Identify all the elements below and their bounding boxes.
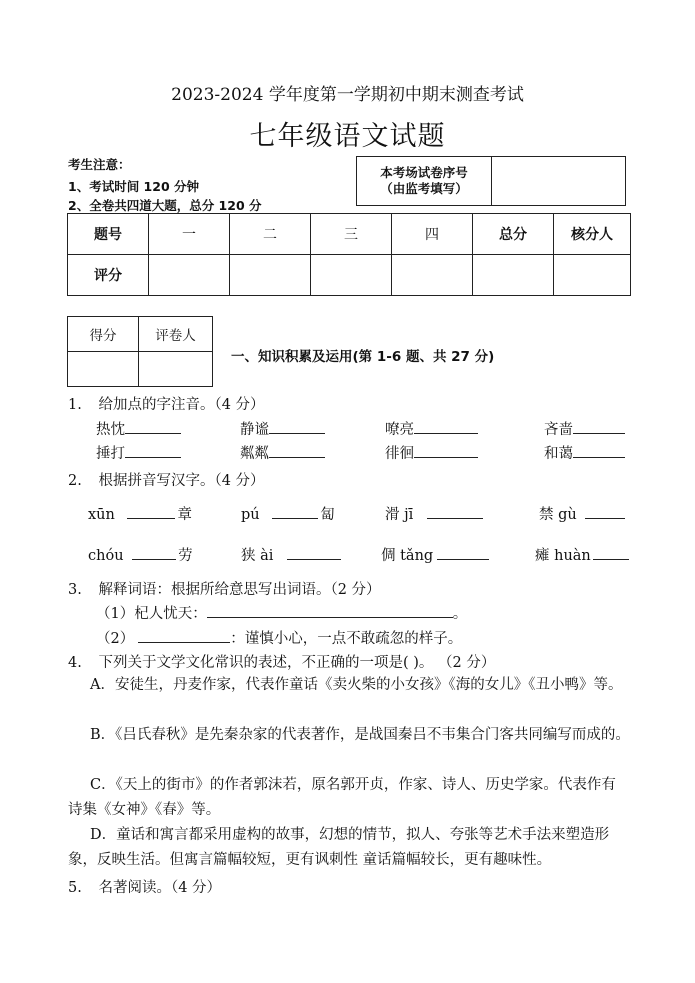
q1-item (385, 418, 478, 439)
score-header-cell: 二 (230, 214, 311, 255)
q1-word: 徘徊 (385, 446, 414, 462)
q2-pinyin: xūn (88, 507, 115, 523)
answer-blank[interactable] (272, 504, 318, 519)
answer-blank[interactable] (427, 504, 483, 519)
answer-blank[interactable] (207, 603, 453, 618)
answer-blank[interactable] (585, 504, 625, 519)
q2-pinyin: 禁 gù (539, 507, 577, 523)
answer-blank[interactable] (593, 545, 629, 560)
q2-item (385, 503, 483, 524)
score-header-cell: 核分人 (554, 214, 631, 255)
question-5 (68, 876, 221, 897)
answer-blank[interactable] (573, 419, 625, 434)
score-cell[interactable] (149, 255, 230, 296)
score-cell[interactable] (230, 255, 311, 296)
q2-pinyin: pú (241, 507, 260, 523)
notice-heading: 考生注意： (68, 157, 131, 172)
score-cell[interactable] (392, 255, 473, 296)
q3-item-2 (96, 627, 462, 648)
q3-item-end: 。 (452, 606, 468, 622)
q2-item (88, 503, 192, 524)
question-1 (68, 393, 265, 414)
q1-word: 热忱 (96, 422, 125, 438)
exam-header: 2023-2024 学年度第一学期初中期末测查考试 (171, 85, 524, 105)
answer-blank[interactable] (125, 419, 181, 434)
question-number: 4. (68, 655, 82, 671)
answer-blank[interactable] (127, 504, 175, 519)
q4-option-b[interactable]: B．《吕氏春秋》是先秦杂家的代表著作，是战国秦吕不韦集合门客共同编写而成的。 (90, 727, 630, 743)
score-cell[interactable] (473, 255, 554, 296)
serial-label-line1: 本考场试卷序号 (380, 165, 468, 180)
answer-blank[interactable] (125, 443, 181, 458)
grader-name-label: 评卷人 (139, 317, 213, 352)
q2-pinyin: 倜 tǎng (381, 548, 434, 564)
q2-char: 章 (177, 507, 192, 523)
q2-pinyin: 瘫 huàn (535, 548, 591, 564)
q4-option-c[interactable]: C．《天上的街市》的作者郭沫若，原名郭开贞，作家、诗人、历史学家。代表作有诗集《女神》《春》等。 (68, 777, 616, 818)
grader-box (67, 316, 213, 387)
answer-blank[interactable] (287, 545, 341, 560)
question-3 (68, 578, 381, 599)
answer-blank[interactable] (138, 628, 230, 643)
answer-blank[interactable] (132, 545, 176, 560)
grader-name-field[interactable] (139, 352, 213, 387)
answer-blank[interactable] (414, 443, 478, 458)
question-number: 5. (68, 880, 82, 896)
q1-item (240, 418, 325, 439)
score-table-score-row (68, 255, 631, 296)
q1-item (544, 418, 625, 439)
q2-pinyin: 狭 ài (241, 548, 274, 564)
q1-item (544, 442, 625, 463)
serial-number-box (356, 156, 626, 206)
score-header-cell: 题号 (68, 214, 149, 255)
q4-option-d[interactable]: D．童话和寓言都采用虚构的故事，幻想的情节，拟人、夸张等艺术手法来塑造形象，反映生活。但寓言篇幅较短，更有讽刺性 童话篇幅较长，更有趣味性。 (68, 827, 610, 868)
q1-word: 吝啬 (544, 422, 573, 438)
answer-blank[interactable] (573, 443, 625, 458)
q1-item (385, 442, 478, 463)
q2-pinyin: chóu (88, 548, 124, 564)
score-row-label: 评分 (68, 255, 149, 296)
question-4 (68, 651, 495, 672)
serial-number-label (357, 157, 492, 206)
q2-char: 匐 (320, 507, 335, 523)
question-text: 给加点的字注音。（4 分） (98, 397, 265, 413)
answer-blank[interactable] (269, 443, 325, 458)
q1-item (96, 418, 181, 439)
q3-item-1 (96, 602, 467, 623)
q3-item-label: （1）杞人忧天： (96, 606, 207, 622)
question-text: 根据拼音写汉字。（4 分） (98, 473, 265, 489)
q2-pinyin: 滑 jī (385, 507, 414, 523)
q2-item (241, 544, 341, 565)
question-text: 名著阅读。（4 分） (98, 880, 222, 896)
question-number: 3. (68, 582, 82, 598)
notice-item-2: 2、全卷共四道大题，总分 120 分 (68, 198, 262, 213)
score-cell[interactable] (311, 255, 392, 296)
grader-score-label: 得分 (68, 317, 139, 352)
score-header-cell: 总分 (473, 214, 554, 255)
q2-item (88, 544, 193, 565)
q2-item (535, 544, 629, 565)
notice-item-1: 1、考试时间 120 分钟 (68, 179, 199, 194)
q1-word: 捶打 (96, 446, 125, 462)
answer-blank[interactable] (269, 419, 325, 434)
q2-item (381, 544, 489, 565)
serial-number-field[interactable] (492, 157, 626, 206)
q1-word: 嘹亮 (385, 422, 414, 438)
q1-word: 粼粼 (240, 446, 269, 462)
answer-blank[interactable] (437, 545, 489, 560)
q1-item (96, 442, 181, 463)
question-2 (68, 469, 265, 490)
q4-option-a[interactable]: A．安徒生，丹麦作家，代表作童话《卖火柴的小女孩》《海的女儿》《丑小鸭》等。 (90, 677, 623, 693)
q3-item-text: ：谨慎小心，一点不敢疏忽的样子。 (230, 631, 463, 647)
page-title: 七年级语文试题 (249, 121, 446, 152)
question-number: 1. (68, 397, 82, 413)
q1-item (240, 442, 325, 463)
serial-label-line2: （由监考填写） (380, 181, 468, 196)
score-header-cell: 三 (311, 214, 392, 255)
score-header-cell: 四 (392, 214, 473, 255)
grader-score-field[interactable] (68, 352, 139, 387)
question-text: 下列关于文学文化常识的表述，不正确的一项是( )。 （2 分） (98, 655, 496, 671)
answer-blank[interactable] (414, 419, 478, 434)
score-table (67, 213, 631, 296)
q2-item (539, 503, 625, 524)
question-number: 2. (68, 473, 82, 489)
q3-item-label: （2） (96, 631, 135, 647)
q1-word: 静谧 (240, 422, 269, 438)
q2-char: 劳 (178, 548, 193, 564)
q2-item (241, 503, 335, 524)
question-text: 解释词语：根据所给意思写出词语。（2 分） (98, 582, 381, 598)
score-table-header-row (68, 214, 631, 255)
score-cell[interactable] (554, 255, 631, 296)
q1-word: 和蔼 (544, 446, 573, 462)
section-1-title: 一、知识积累及运用(第 1-6 题、共 27 分) (231, 349, 495, 365)
score-header-cell: 一 (149, 214, 230, 255)
